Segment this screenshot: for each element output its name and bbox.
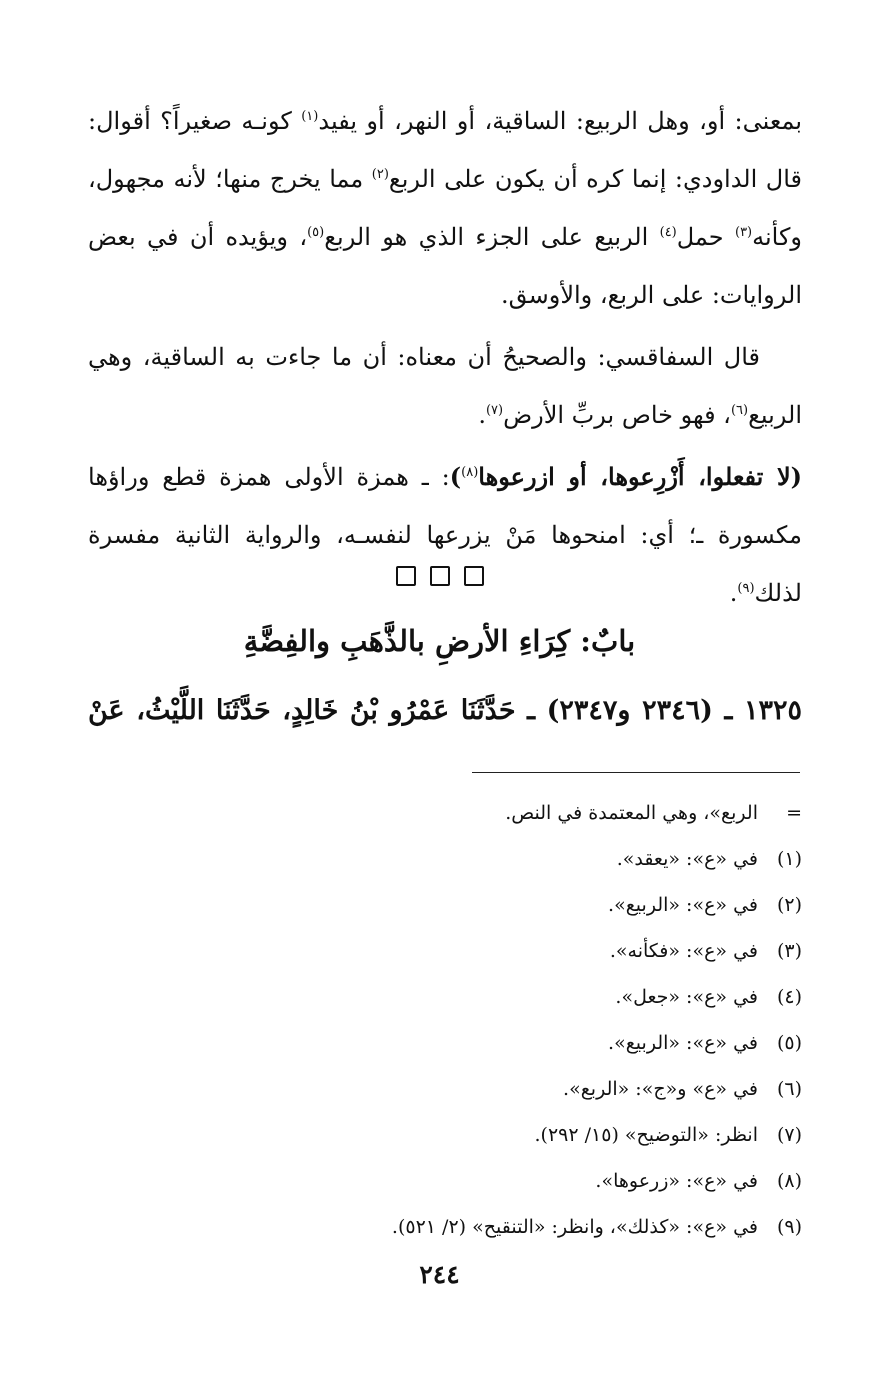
footnote-text: في «ع»: «الربيع».	[608, 894, 758, 916]
footnote-number: (٨)	[776, 1170, 802, 1192]
text-run: بمعنى: أو، وهل الربيع: الساقية، أو النهر، أو يفيد	[318, 107, 803, 135]
footnote-text: الربع»، وهي المعتمدة في النص.	[505, 802, 758, 824]
footnote-text: في «ع»: «يعقد».	[616, 848, 758, 870]
footnote-ref-8[interactable]: (٨)	[461, 465, 479, 480]
footnote-number: (٩)	[776, 1216, 802, 1238]
footnote-item	[250, 882, 802, 928]
section-separator	[0, 566, 879, 590]
footnote-item	[250, 1066, 802, 1112]
footnote-number: (٥)	[776, 1032, 802, 1054]
footnote-divider	[472, 772, 800, 773]
footnote-text: في «ع»: «فكأنه».	[609, 940, 758, 962]
square-icon	[430, 566, 450, 586]
footnote-text: في «ع»: «زرعوها».	[595, 1170, 758, 1192]
text-run: الربيع على الجزء الذي هو الربع	[324, 223, 660, 251]
footnote-ref-2[interactable]: (٢)	[371, 167, 389, 182]
footnote-number: (٦)	[776, 1078, 802, 1100]
text-run: ، فهو خاص بربِّ الأرض	[503, 401, 731, 429]
hadith-chain-line: ١٣٢٥ ـ (٢٣٤٦ و٢٣٤٧) ـ حَدَّثَنَا عَمْرُو بْنُ خَالِدٍ، حَدَّثَنَا اللَّيْثُ، عَنْ	[88, 695, 802, 726]
text-run: حمل	[676, 223, 735, 251]
footnote-ref-4[interactable]: (٤)	[659, 225, 677, 240]
text-run: كونـه صغيراً؟ أقوال: قال الداودي: إنما كره أن يكون على الربع	[88, 107, 803, 193]
footnote-item	[250, 1158, 802, 1204]
footnote-text: انظر: «التوضيح» (١٥/ ٢٩٢).	[534, 1124, 758, 1146]
footnote-ref-1[interactable]: (١)	[301, 109, 319, 124]
footnote-item	[250, 790, 802, 836]
footnote-ref-6[interactable]: (٦)	[730, 403, 749, 418]
square-icon	[396, 566, 416, 586]
paragraph-2	[88, 328, 802, 444]
footnote-number: (١)	[776, 848, 802, 870]
text-run: ، ويؤيده أن في بعض الروايات: على الربع، والأوسق.	[88, 223, 802, 309]
text-run: : ـ همزة الأولى همزة قطع وراؤها مكسورة ـ؛ أي: امنحوها مَنْ يزرعها لنفسـه، والرواية الثانية مفسرة لذلك	[88, 463, 802, 607]
paragraph-1	[88, 92, 802, 324]
footnote-ref-9[interactable]: (٩)	[737, 581, 755, 596]
footnotes	[250, 790, 802, 1250]
footnote-number: (٢)	[776, 894, 802, 916]
text-run: مما يخرج منها؛ لأنه مجهول، وكأنه	[88, 165, 802, 251]
footnote-number: (٤)	[776, 986, 802, 1008]
footnote-item	[250, 836, 802, 882]
footnote-ref-3[interactable]: (٣)	[734, 225, 753, 240]
footnote-number: (٧)	[776, 1124, 802, 1146]
footnote-number: (٣)	[776, 940, 802, 962]
footnote-ref-7[interactable]: (٧)	[485, 403, 504, 418]
footnote-number: =	[786, 802, 802, 824]
footnote-item	[250, 974, 802, 1020]
footnote-text: في «ع» و«ج»: «الربع».	[563, 1078, 758, 1100]
footnote-text: في «ع»: «الربيع».	[608, 1032, 758, 1054]
text-run: .	[478, 401, 486, 429]
footnote-item	[250, 928, 802, 974]
text-run: .	[729, 579, 738, 607]
footnote-item	[250, 1204, 802, 1250]
paragraph-3	[88, 448, 802, 622]
footnote-ref-5[interactable]: (٥)	[307, 225, 325, 240]
footnote-text: في «ع»: «كذلك»، وانظر: «التنقيح» (٢/ ٥٢١).	[391, 1216, 758, 1238]
quoted-text: (لا تفعلوا، أَزْرِعوها، أو ازرعوها	[478, 462, 803, 491]
page-number: ٢٤٤	[419, 1260, 460, 1289]
footnote-item	[250, 1112, 802, 1158]
chapter-title: بابٌ: كِرَاءِ الأرضِ بالذَّهَبِ والفِضَّةِ	[243, 624, 636, 658]
footnote-item	[250, 1020, 802, 1066]
square-icon	[464, 566, 484, 586]
main-text	[88, 92, 802, 626]
quoted-text-close: )	[449, 462, 462, 491]
footnote-text: في «ع»: «جعل».	[615, 986, 758, 1008]
text-run: قال السفاقسي: والصحيحُ أن معناه: أن ما جاءت به الساقية، وهي الربيع	[88, 343, 802, 429]
